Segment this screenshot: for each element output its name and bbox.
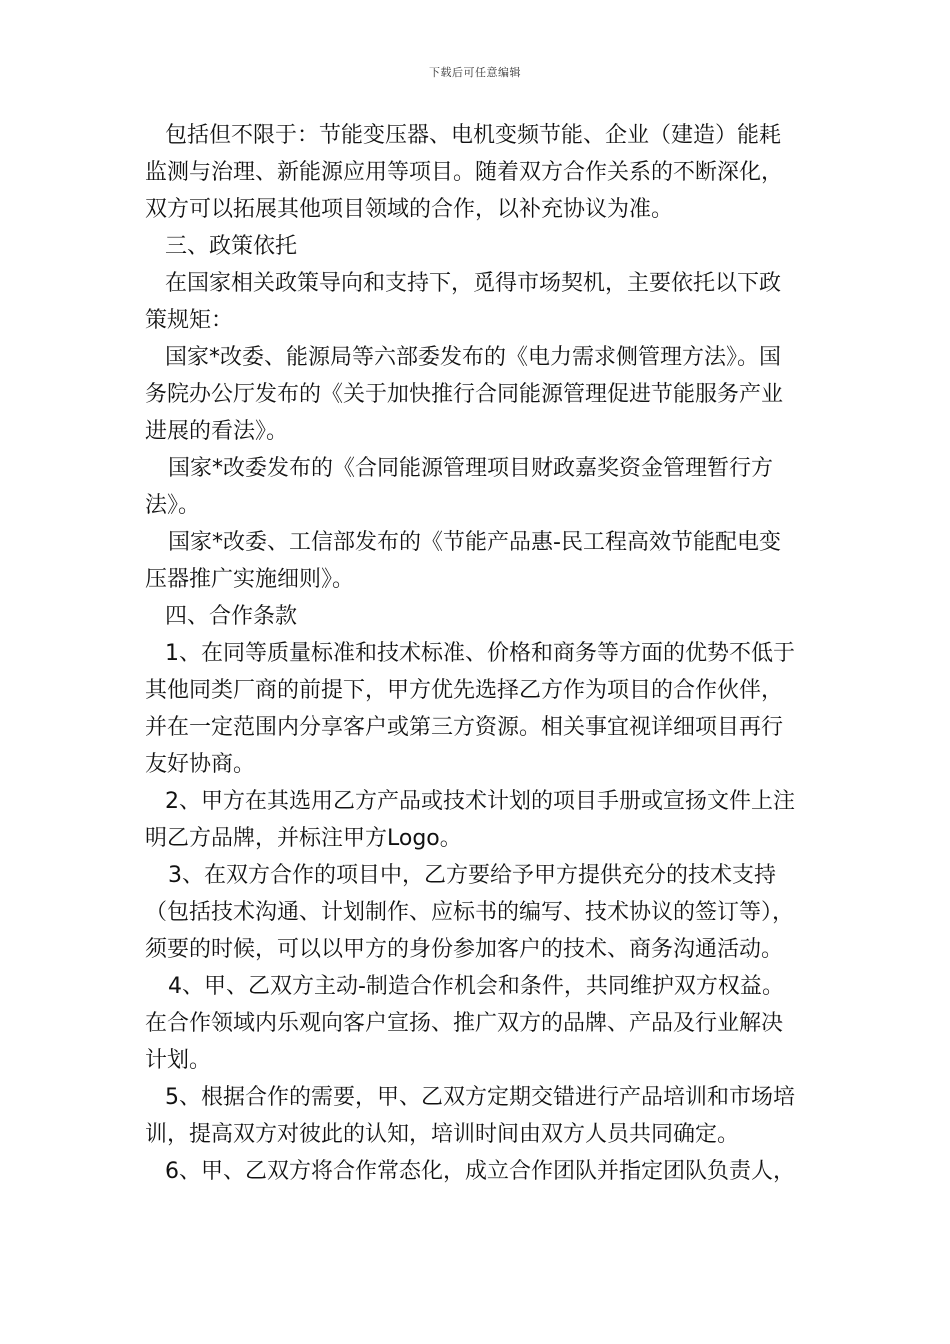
body-line: 国家*改委、工信部发布的《节能产品惠-民工程高效节能配电变 [168, 530, 781, 555]
body-line: 监测与治理、新能源应用等项目。随着双方合作关系的不断深化， [145, 160, 784, 185]
section-heading: 三、政策依托 [165, 234, 298, 259]
section-heading: 四、合作条款 [165, 604, 298, 629]
body-line: 3、在双方合作的项目中，乙方要给予甲方提供充分的技术支持 [168, 863, 776, 888]
body-line: 6、甲、乙双方将合作常态化，成立合作团队并指定团队负责人， [165, 1159, 795, 1184]
body-line: 1、在同等质量标准和技术标准、价格和商务等方面的优势不低于 [165, 641, 795, 666]
body-line: 在国家相关政策导向和支持下，觅得市场契机，主要依托以下政 [165, 271, 782, 296]
body-line: 其他同类厂商的前提下，甲方优先选择乙方作为项目的合作伙伴， [145, 678, 784, 703]
body-line: 友好协商。 [145, 752, 256, 777]
body-line: 在合作领域内乐观向客户宣扬、推广双方的品牌、产品及行业解决 [145, 1011, 784, 1036]
body-line: 国家*改委、能源局等六部委发布的《电力需求侧管理方法》。国 [165, 345, 782, 370]
body-line: （包括技术沟通、计划制作、应标书的编写、技术协议的签订等）， [145, 900, 795, 925]
body-line: 训，提高双方对彼此的认知，培训时间由双方人员共同确定。 [145, 1122, 740, 1147]
body-line: 计划。 [145, 1048, 212, 1073]
body-line: 明乙方品牌，并标注甲方Logo。 [145, 826, 462, 851]
body-line: 双方可以拓展其他项目领域的合作，以补充协议为准。 [145, 197, 674, 222]
body-line: 并在一定范围内分享客户或第三方资源。相关事宜视详细项目再行 [145, 715, 784, 740]
body-line: 2、甲方在其选用乙方产品或技术计划的项目手册或宣扬文件上注 [165, 789, 795, 814]
body-line: 须要的时候，可以以甲方的身份参加客户的技术、商务沟通活动。 [145, 937, 784, 962]
body-line: 法》。 [145, 493, 201, 518]
body-line: 压器推广实施细则》。 [145, 567, 355, 592]
body-line: 5、根据合作的需要，甲、乙双方定期交错进行产品培训和市场培 [165, 1085, 795, 1110]
body-line: 4、甲、乙双方主动-制造合作机会和条件，共同维护双方权益。 [168, 974, 784, 999]
body-line: 进展的看法》。 [145, 419, 289, 444]
body-line: 策规矩： [145, 308, 234, 333]
body-line: 包括但不限于：节能变压器、电机变频节能、企业（建造）能耗 [165, 123, 782, 148]
body-line: 务院办公厅发布的《关于加快推行合同能源管理促进节能服务产业 [145, 382, 784, 407]
body-line: 国家*改委发布的《合同能源管理项目财政嘉奖资金管理暂行方 [168, 456, 774, 481]
page-header: 下载后可任意编辑 [429, 66, 521, 79]
